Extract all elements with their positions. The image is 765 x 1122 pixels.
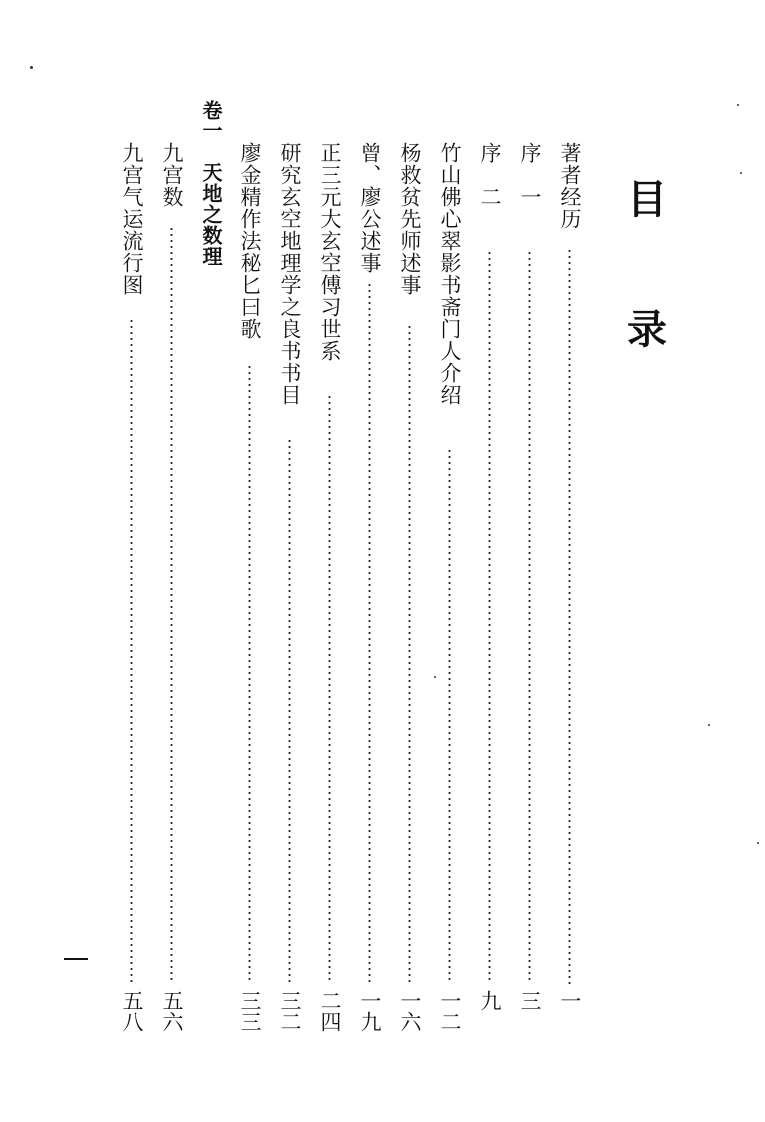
toc-entry[interactable] [236, 142, 264, 1034]
toc-entry[interactable] [356, 142, 384, 1034]
toc-leader-dots [288, 438, 291, 984]
section-title: 天地之数理 [199, 162, 223, 267]
page-title [622, 177, 672, 353]
toc-entry-title: 杨救贫先师述事 [398, 142, 422, 296]
toc-entry-title: 九宫数 [160, 142, 184, 208]
toc-entry-title: 序 二 [478, 142, 502, 208]
scan-speck [30, 66, 33, 69]
title-char-2: 录 [627, 307, 667, 353]
title-char-1: 目 [627, 177, 667, 223]
toc-entry-page: 二四 [318, 990, 342, 1032]
toc-entry-title: 竹山佛心翠影书斋门人介绍 [438, 142, 462, 406]
toc-leader-dots [368, 282, 371, 984]
toc-entry-page: 三 [518, 990, 542, 1011]
toc-entry-page: 三三 [238, 990, 262, 1032]
toc-entry-page: 五六 [160, 990, 184, 1032]
folio-number [64, 958, 88, 960]
toc-leader-dots [448, 448, 451, 984]
toc-leader-dots [170, 226, 173, 984]
scan-speck [737, 104, 739, 106]
scan-speck [708, 724, 710, 726]
toc-entry[interactable] [316, 142, 344, 1034]
toc-entry-page: 一 [558, 990, 582, 1011]
toc-entry-title: 曾、廖公述事 [358, 142, 382, 274]
toc-entry-title: 序 一 [518, 142, 542, 208]
toc-entry[interactable] [476, 142, 504, 1034]
toc-leader-dots [130, 318, 133, 984]
toc-entry-title: 廖金精作法秘匕曰歌 [238, 142, 262, 340]
toc-entry-page: 一六 [398, 990, 422, 1032]
toc-leader-dots [248, 364, 251, 984]
section-volume: 卷一 [199, 100, 223, 140]
toc-entry-title: 正三元大玄空傅习世系 [318, 142, 342, 362]
toc-entry[interactable] [118, 142, 146, 1034]
toc-entry-title: 九宫气运流行图 [120, 142, 144, 296]
toc-leader-dots [528, 250, 531, 984]
section-heading[interactable] [196, 100, 226, 300]
toc-entry[interactable] [556, 142, 584, 1034]
toc-entry-title: 著者经历 [558, 142, 582, 230]
toc-leader-dots [568, 248, 571, 984]
toc-leader-dots [408, 324, 411, 984]
toc-entry-title: 研究玄空地理学之良书书目 [278, 142, 302, 406]
toc-entry[interactable] [276, 142, 304, 1034]
toc-leader-dots [328, 394, 331, 984]
scan-speck [434, 676, 436, 678]
toc-entry[interactable] [436, 142, 464, 1034]
toc-entry[interactable] [516, 142, 544, 1034]
scan-speck [740, 172, 742, 174]
toc-entry[interactable] [158, 142, 186, 1034]
toc-leader-dots [488, 250, 491, 984]
toc-entry[interactable] [396, 142, 424, 1034]
toc-entry-page: 九 [478, 990, 502, 1011]
toc-entry-page: 三二 [278, 990, 302, 1032]
toc-entry-page: 一二 [438, 990, 462, 1032]
scan-speck [757, 842, 759, 844]
toc-entry-page: 五八 [120, 990, 144, 1032]
toc-entry-page: 一九 [358, 990, 382, 1032]
